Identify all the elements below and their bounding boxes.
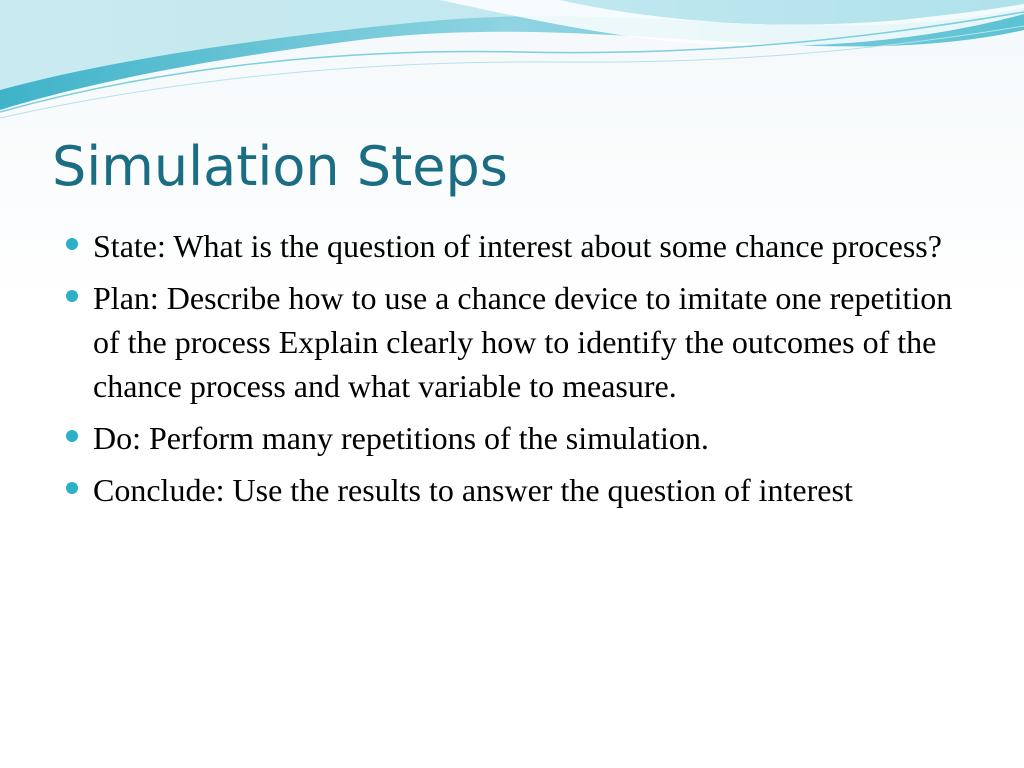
bullet-item-plan [62, 276, 962, 408]
bullet-item-state [62, 224, 962, 268]
slide-title: Simulation Steps [52, 135, 508, 198]
bullet-item-conclude [62, 468, 962, 512]
bullet-text: Conclude: Use the results to answer the question of interest [93, 472, 853, 508]
bullet-dot-icon [66, 290, 78, 302]
bullet-dot-icon [66, 482, 78, 494]
bullet-dot-icon [66, 238, 78, 250]
bullet-list [62, 224, 962, 520]
header-wave-decoration [0, 0, 1024, 130]
bullet-dot-icon [66, 430, 78, 442]
bullet-text: State: What is the question of interest about some chance process? [93, 228, 942, 264]
bullet-text: Do: Perform many repetitions of the simulation. [93, 420, 709, 456]
bullet-text: Plan: Describe how to use a chance device to imitate one repetition of the process Explain clearly how to identify the outcomes of the chance process and what variable to measure. [93, 280, 953, 404]
bullet-item-do [62, 416, 962, 460]
